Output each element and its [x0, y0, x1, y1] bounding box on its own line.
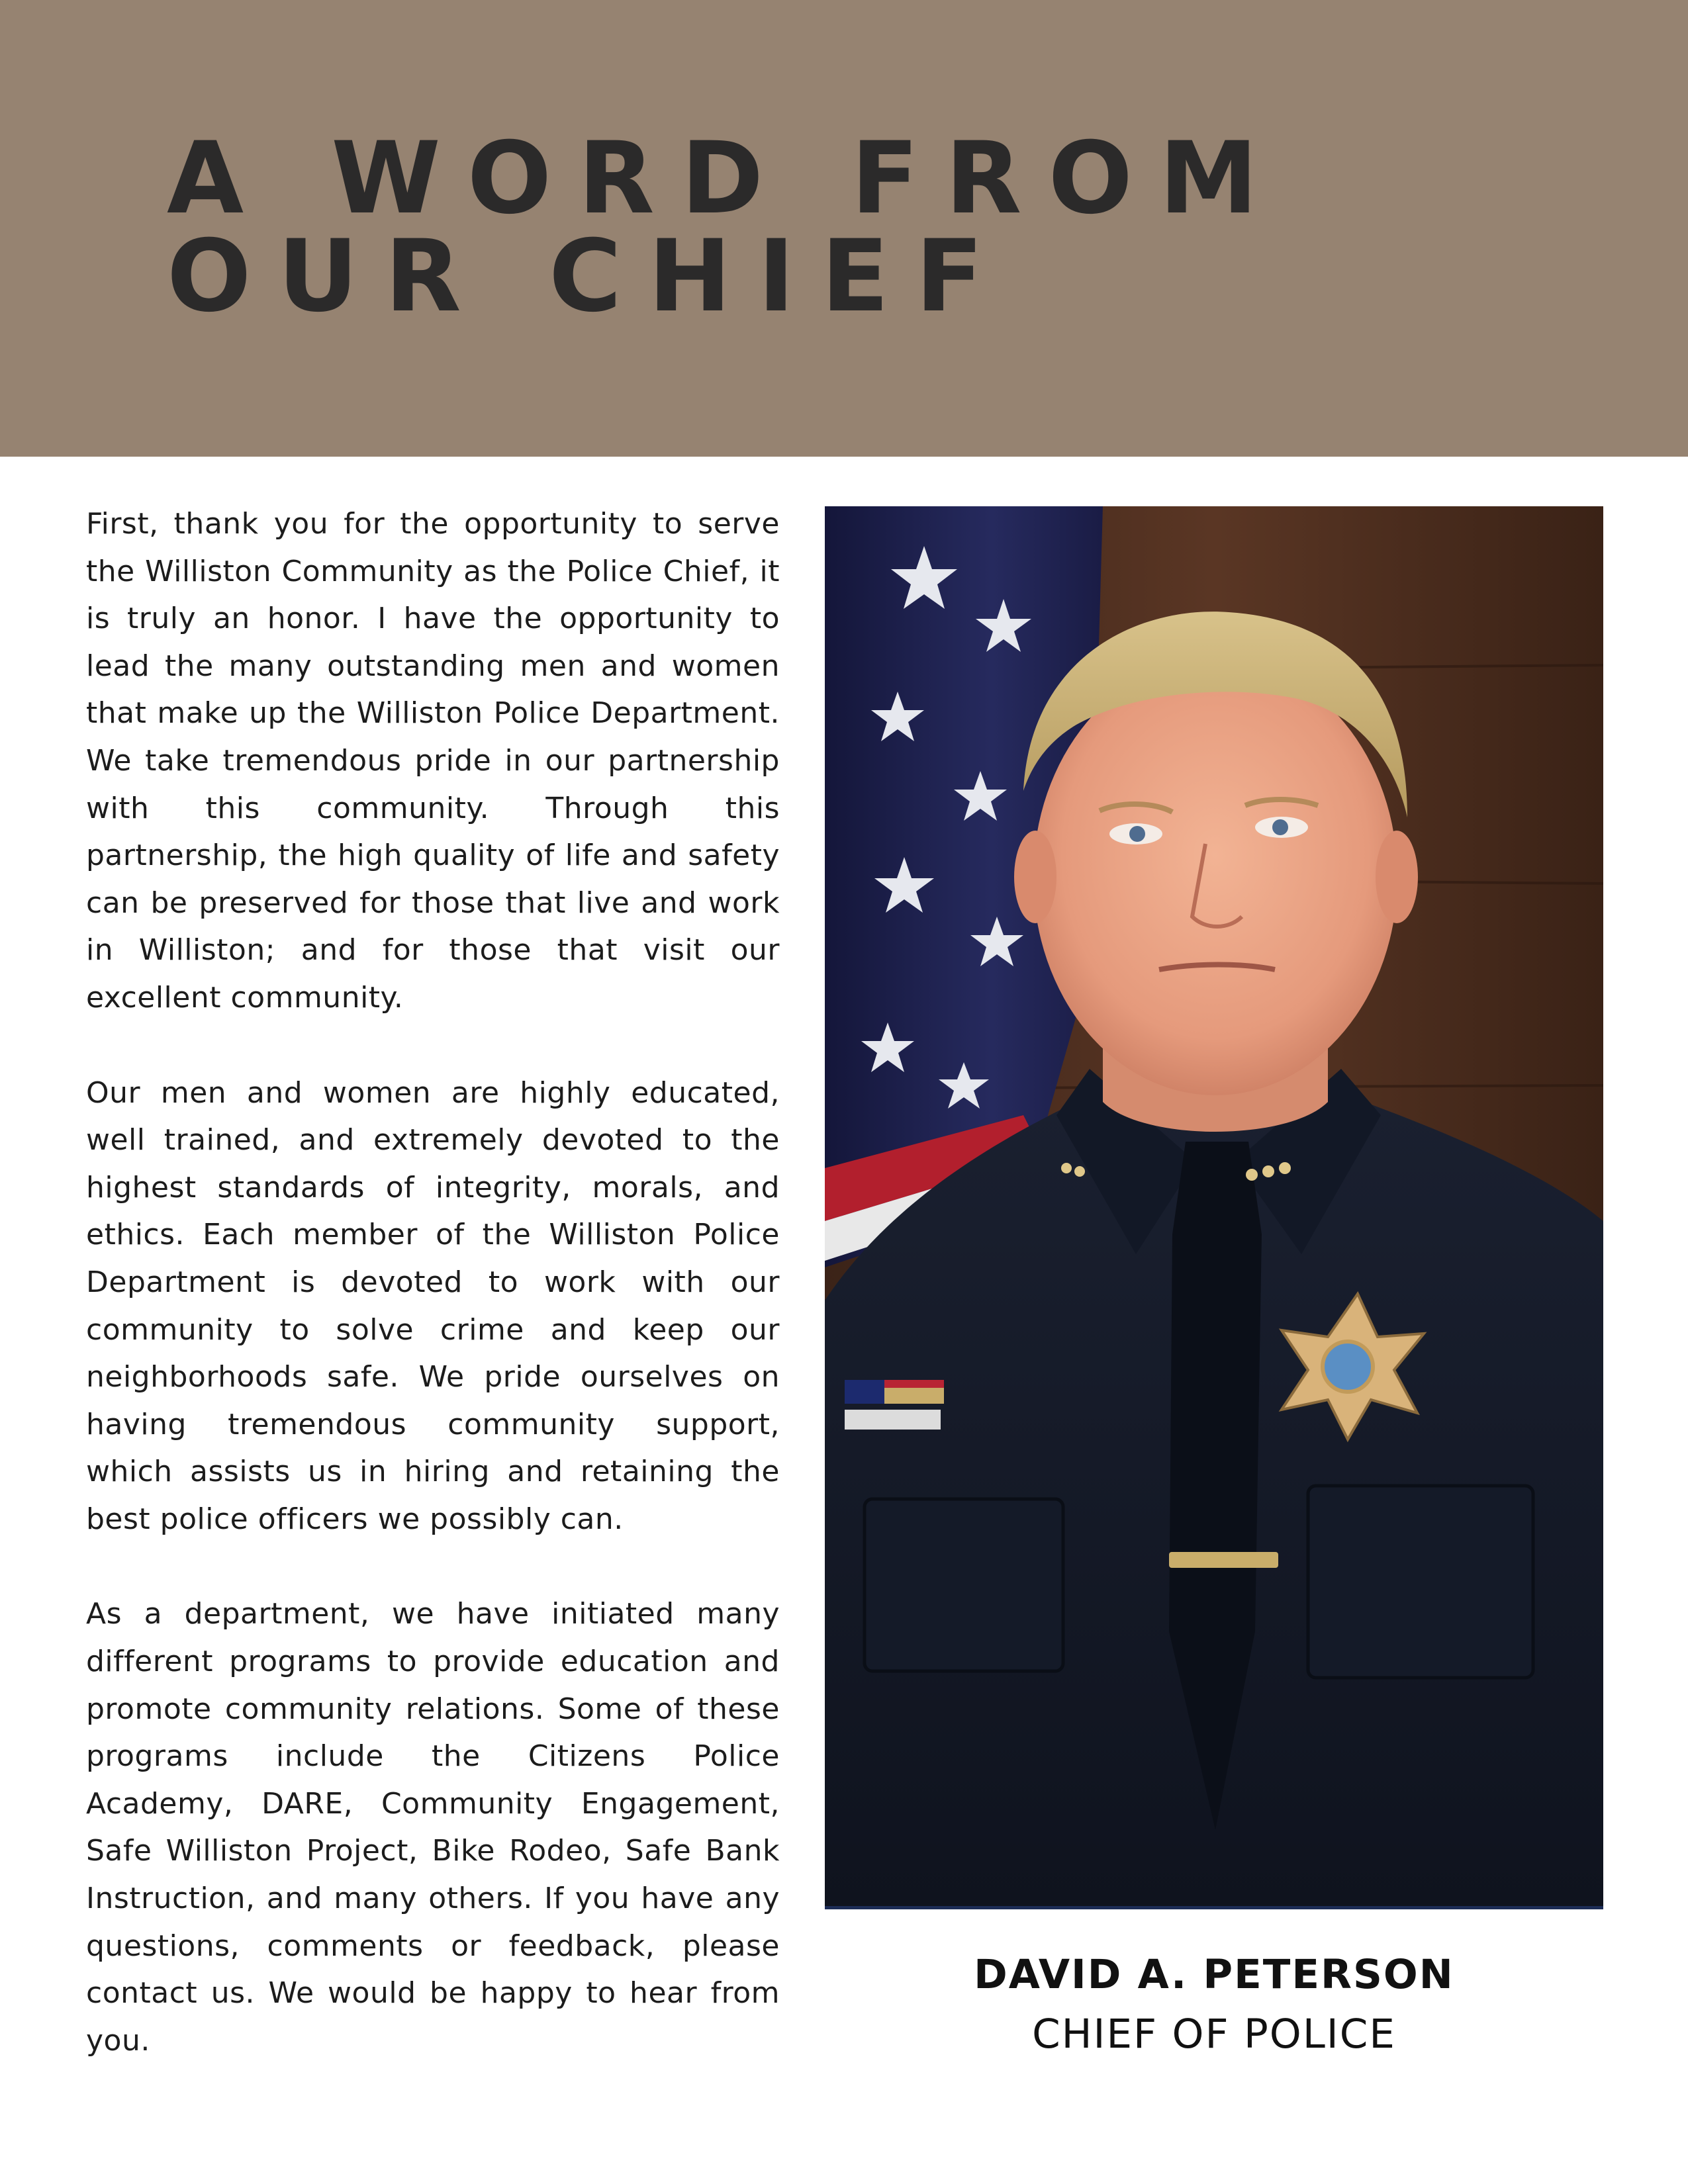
header-band — [0, 0, 1688, 457]
chief-title: CHIEF OF POLICE — [1032, 2011, 1396, 2058]
letter-body — [86, 500, 780, 2064]
letter-paragraph-3: As a department, we have initiated many different programs to provide education and promote community relations. Some of these programs include the Citizens Police Academy, DARE, Community Engagement, Safe Williston Project, Bike Rodeo, Safe Bank Instruction, and many others. If you have any questions, comments or feedback, please contact us. We would be happy to hear from you. — [86, 1597, 780, 2058]
letter-paragraph-1: First, thank you for the opportunity to serve the Williston Community as the Police Chief, it is truly an honor. I have the opportunity to lead the many outstanding men and women that make up the Williston Police Department. We take tremendous pride in our partnership with this community. Through this partnership, the high quality of life and safety can be preserved for those that live and work in Williston; and for those that visit our excellent community. — [86, 507, 780, 1015]
page-title — [167, 121, 1285, 334]
page-title-line-2: OUR CHIEF — [167, 219, 1010, 334]
letter-paragraph-2: Our men and women are highly educated, well trained, and extremely devoted to the highest standards of integrity, morals, and ethics. Each member of the Williston Police Department is devoted to work with our community to solve crime and keep our neighborhoods safe. We pride ourselves on having tremendous community support, which assists us in hiring and retaining the best police officers we possibly can. — [86, 1075, 780, 1536]
chief-name: DAVID A. PETERSON — [974, 1951, 1454, 1998]
chief-portrait-photo — [825, 506, 1603, 1909]
page-title-line-1: A WORD FROM — [167, 121, 1285, 236]
